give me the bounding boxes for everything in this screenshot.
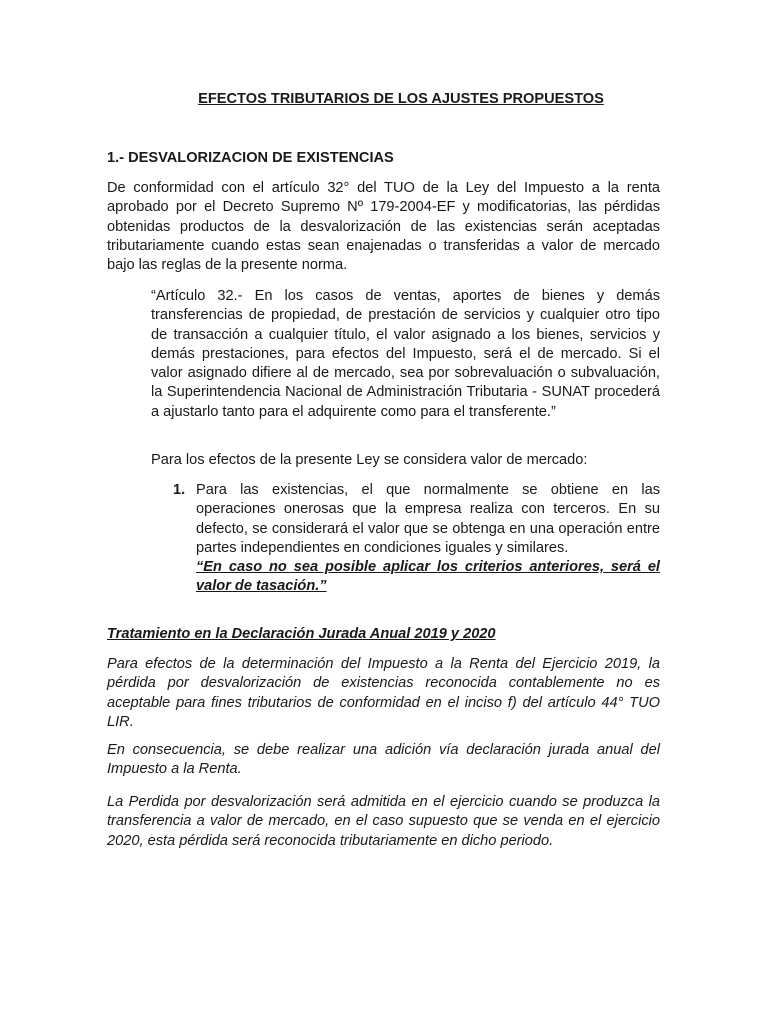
- treatment-paragraph: La Perdida por desvalorización será admitida en el ejercicio cuando se produzca la transferencia a valor de mercado, en el caso supuesto que se venda en el ejercicio 2020, esta pérdida será reconocida tributariamente en dicho periodo.: [107, 794, 660, 849]
- list-item-text: Para las existencias, el que normalmente se obtiene en las operaciones onerosas que la empresa realiza con terceros. En su defecto, se considerará el valor que se obtenga en una operación entre partes independientes en condiciones iguales y similares.: [196, 482, 660, 556]
- market-value-paragraph: Para los efectos de la presente Ley se considera valor de mercado:: [151, 452, 588, 468]
- section-heading: 1.- DESVALORIZACION DE EXISTENCIAS: [107, 150, 394, 166]
- treatment-subheading: Tratamiento en la Declaración Jurada Anual 2019 y 2020: [107, 626, 496, 642]
- treatment-paragraph: Para efectos de la determinación del Impuesto a la Renta del Ejercicio 2019, la pérdida por desvalorización de existencias reconocida contablemente no es aceptable para fines tributarios de conformidad en el inciso f) del artículo 44° TUO LIR.: [107, 656, 660, 730]
- treatment-paragraph: En consecuencia, se debe realizar una adición vía declaración jurada anual del Impuesto a la Renta.: [107, 742, 660, 778]
- list-number: 1.: [173, 482, 186, 498]
- article-quote: “Artículo 32.- En los casos de ventas, aportes de bienes y demás transferencias de propiedad, de prestación de servicios y cualquier otro tipo de transacción a cualquier título, el valor asignado a los bienes, servicios y demás prestaciones, para efectos del Impuesto, será el de mercado. Si el valor asignado difiere al de mercado, sea por sobrevaluación o subvaluación, la Superintendencia Nacional de Administración Tributaria - SUNAT procederá a ajustarlo tanto para el adquirente como para el transferente.”: [151, 288, 660, 420]
- list-item-emphasis: “En caso no sea posible aplicar los criterios anteriores, será el valor de tasación.”: [196, 559, 660, 595]
- document-title: EFECTOS TRIBUTARIOS DE LOS AJUSTES PROPUESTOS: [198, 91, 604, 107]
- intro-paragraph: De conformidad con el artículo 32° del TUO de la Ley del Impuesto a la renta aprobado por el Decreto Supremo Nº 179-2004-EF y modificatorias, las pérdidas obtenidas productos de la desvalorización de las existencias serán aceptadas tributariamente cuando estas sean enajenadas o transferidas a valor de mercado bajo las reglas de la presente norma.: [107, 180, 660, 274]
- list-item: [173, 481, 660, 597]
